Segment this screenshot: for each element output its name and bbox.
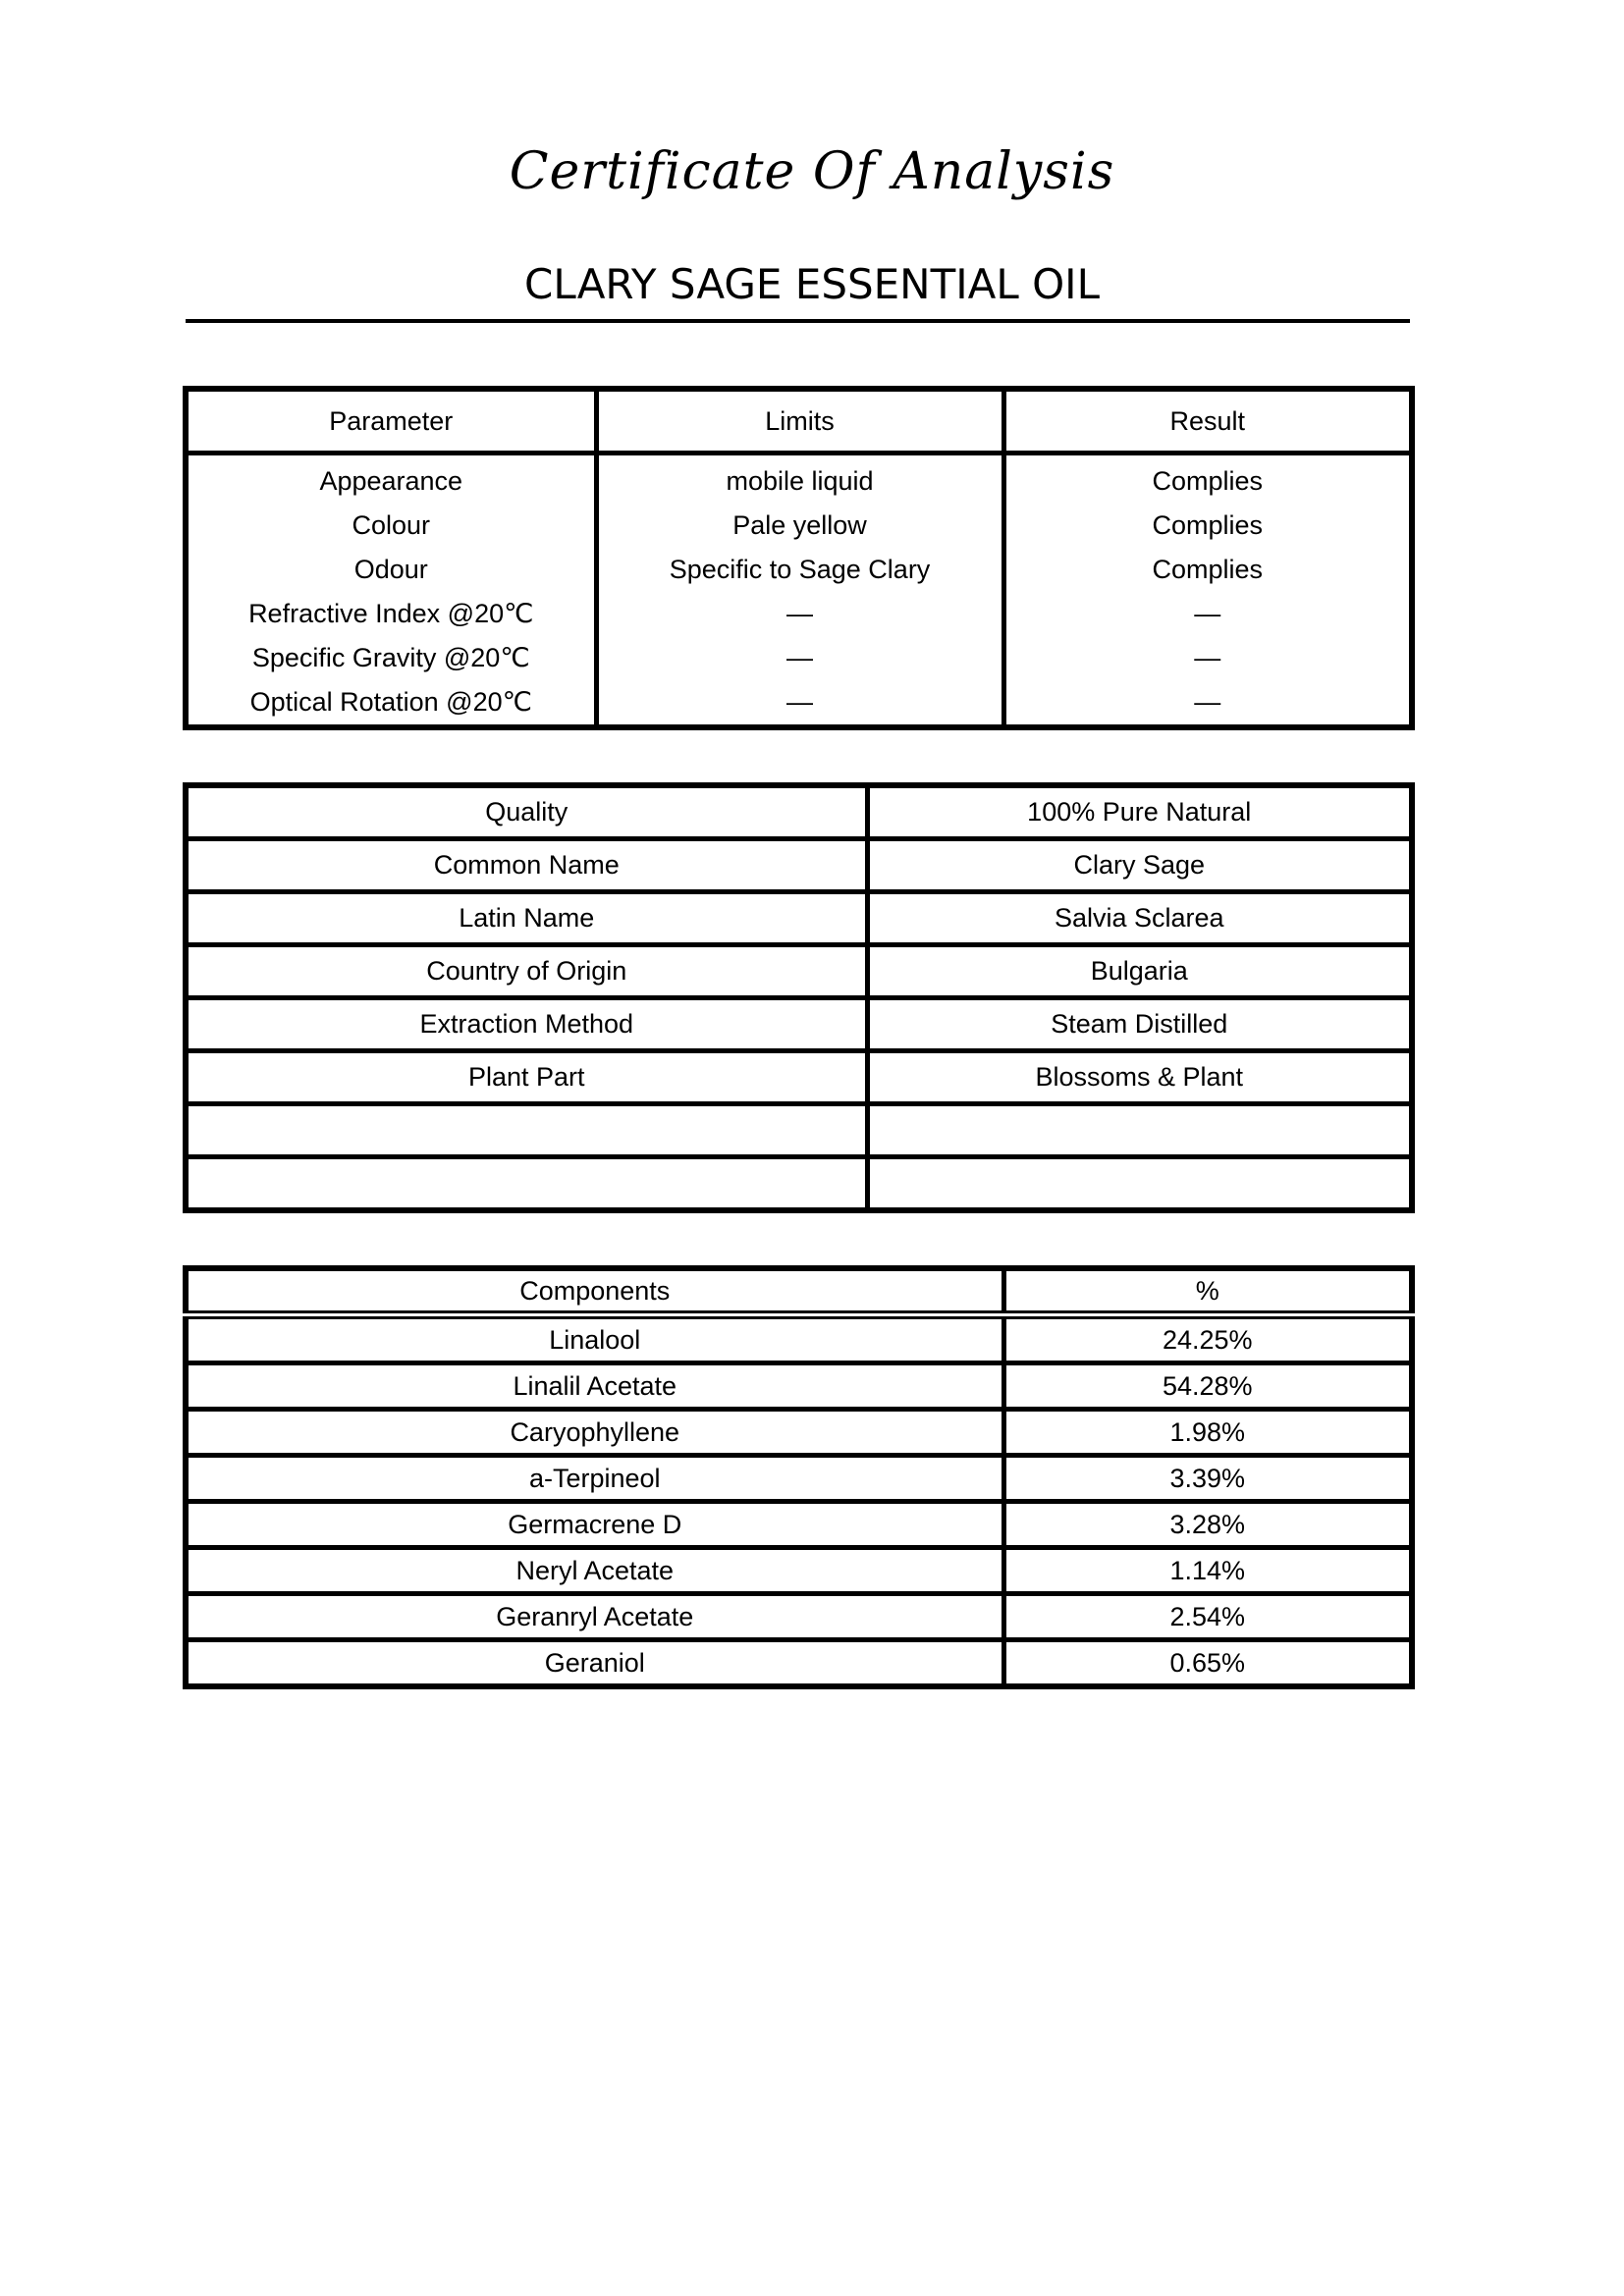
- result-cell: Complies: [1003, 548, 1412, 592]
- column-header-result: Result: [1003, 389, 1412, 454]
- limits-cell: —: [596, 680, 1003, 727]
- result-cell: Complies: [1003, 454, 1412, 505]
- result-cell: Complies: [1003, 504, 1412, 548]
- component-percent: 1.98%: [1003, 1410, 1412, 1456]
- table-row: [186, 839, 1412, 892]
- table-row: [186, 785, 1412, 839]
- table-header-row: [186, 1268, 1412, 1315]
- info-value: 100% Pure Natural: [867, 785, 1412, 839]
- info-value: Salvia Sclarea: [867, 892, 1412, 945]
- component-percent: 2.54%: [1003, 1594, 1412, 1640]
- table-row: [186, 945, 1412, 998]
- component-name: Caryophyllene: [186, 1410, 1003, 1456]
- product-info-table: [183, 782, 1415, 1213]
- result-cell: —: [1003, 680, 1412, 727]
- table-row: [186, 1363, 1412, 1410]
- title-divider: [186, 319, 1410, 323]
- table-row-empty: [186, 1157, 1412, 1211]
- component-name: Geraniol: [186, 1640, 1003, 1687]
- parameter-cell: Odour: [353, 555, 428, 584]
- result-cell: —: [1003, 636, 1412, 680]
- specifications-table: [183, 386, 1415, 730]
- component-name: Geranryl Acetate: [186, 1594, 1003, 1640]
- parameter-cell: Specific Gravity @20℃: [251, 643, 530, 672]
- result-cell: —: [1003, 592, 1412, 636]
- info-label: [186, 1104, 867, 1157]
- composition-table: [183, 1265, 1415, 1689]
- table-row: [186, 1502, 1412, 1548]
- table-row: [186, 892, 1412, 945]
- table-row: [186, 454, 1412, 505]
- parameter-cell: Appearance: [319, 466, 463, 496]
- info-label: Extraction Method: [186, 998, 867, 1051]
- component-percent: 3.39%: [1003, 1456, 1412, 1502]
- table-row: [186, 680, 1412, 727]
- info-value: Clary Sage: [867, 839, 1412, 892]
- info-value: Bulgaria: [867, 945, 1412, 998]
- component-percent: 0.65%: [1003, 1640, 1412, 1687]
- table-row: [186, 1594, 1412, 1640]
- info-label: Plant Part: [186, 1051, 867, 1104]
- limits-cell: —: [596, 636, 1003, 680]
- limits-cell: Specific to Sage Clary: [596, 548, 1003, 592]
- column-header-percent: %: [1003, 1268, 1412, 1315]
- table-row: [186, 1410, 1412, 1456]
- info-label: Latin Name: [186, 892, 867, 945]
- table-row: [186, 1640, 1412, 1687]
- table-row: [186, 1051, 1412, 1104]
- document-title: Certificate Of Analysis: [509, 142, 1115, 201]
- limits-cell: Pale yellow: [596, 504, 1003, 548]
- component-percent: 54.28%: [1003, 1363, 1412, 1410]
- column-header-components: Components: [186, 1268, 1003, 1315]
- table-row: [186, 504, 1412, 548]
- product-name: CLARY SAGE ESSENTIAL OIL: [524, 260, 1100, 308]
- info-value: [867, 1104, 1412, 1157]
- component-percent: 24.25%: [1003, 1315, 1412, 1363]
- info-label: Common Name: [186, 839, 867, 892]
- column-header-limits: Limits: [596, 389, 1003, 454]
- parameter-cell: Optical Rotation @20℃: [249, 687, 532, 717]
- table-row: [186, 636, 1412, 680]
- table-row: [186, 998, 1412, 1051]
- table-row: [186, 1456, 1412, 1502]
- info-value: Steam Distilled: [867, 998, 1412, 1051]
- component-percent: 3.28%: [1003, 1502, 1412, 1548]
- component-name: Linalil Acetate: [186, 1363, 1003, 1410]
- info-label: Country of Origin: [186, 945, 867, 998]
- table-header-row: [186, 389, 1412, 454]
- table-row: [186, 1548, 1412, 1594]
- table-row: [186, 1315, 1412, 1363]
- table-row: [186, 592, 1412, 636]
- table-row: [186, 548, 1412, 592]
- parameter-cell: Colour: [352, 510, 431, 540]
- info-label: [186, 1157, 867, 1211]
- info-label: Quality: [186, 785, 867, 839]
- component-name: a-Terpineol: [186, 1456, 1003, 1502]
- column-header-parameter: Parameter: [186, 389, 596, 454]
- info-value: Blossoms & Plant: [867, 1051, 1412, 1104]
- limits-cell: —: [596, 592, 1003, 636]
- component-name: Germacrene D: [186, 1502, 1003, 1548]
- component-percent: 1.14%: [1003, 1548, 1412, 1594]
- parameter-cell: Refractive Index @20℃: [248, 599, 534, 628]
- component-name: Neryl Acetate: [186, 1548, 1003, 1594]
- table-row-empty: [186, 1104, 1412, 1157]
- component-name: Linalool: [549, 1324, 641, 1355]
- info-value: [867, 1157, 1412, 1211]
- limits-cell: mobile liquid: [596, 454, 1003, 505]
